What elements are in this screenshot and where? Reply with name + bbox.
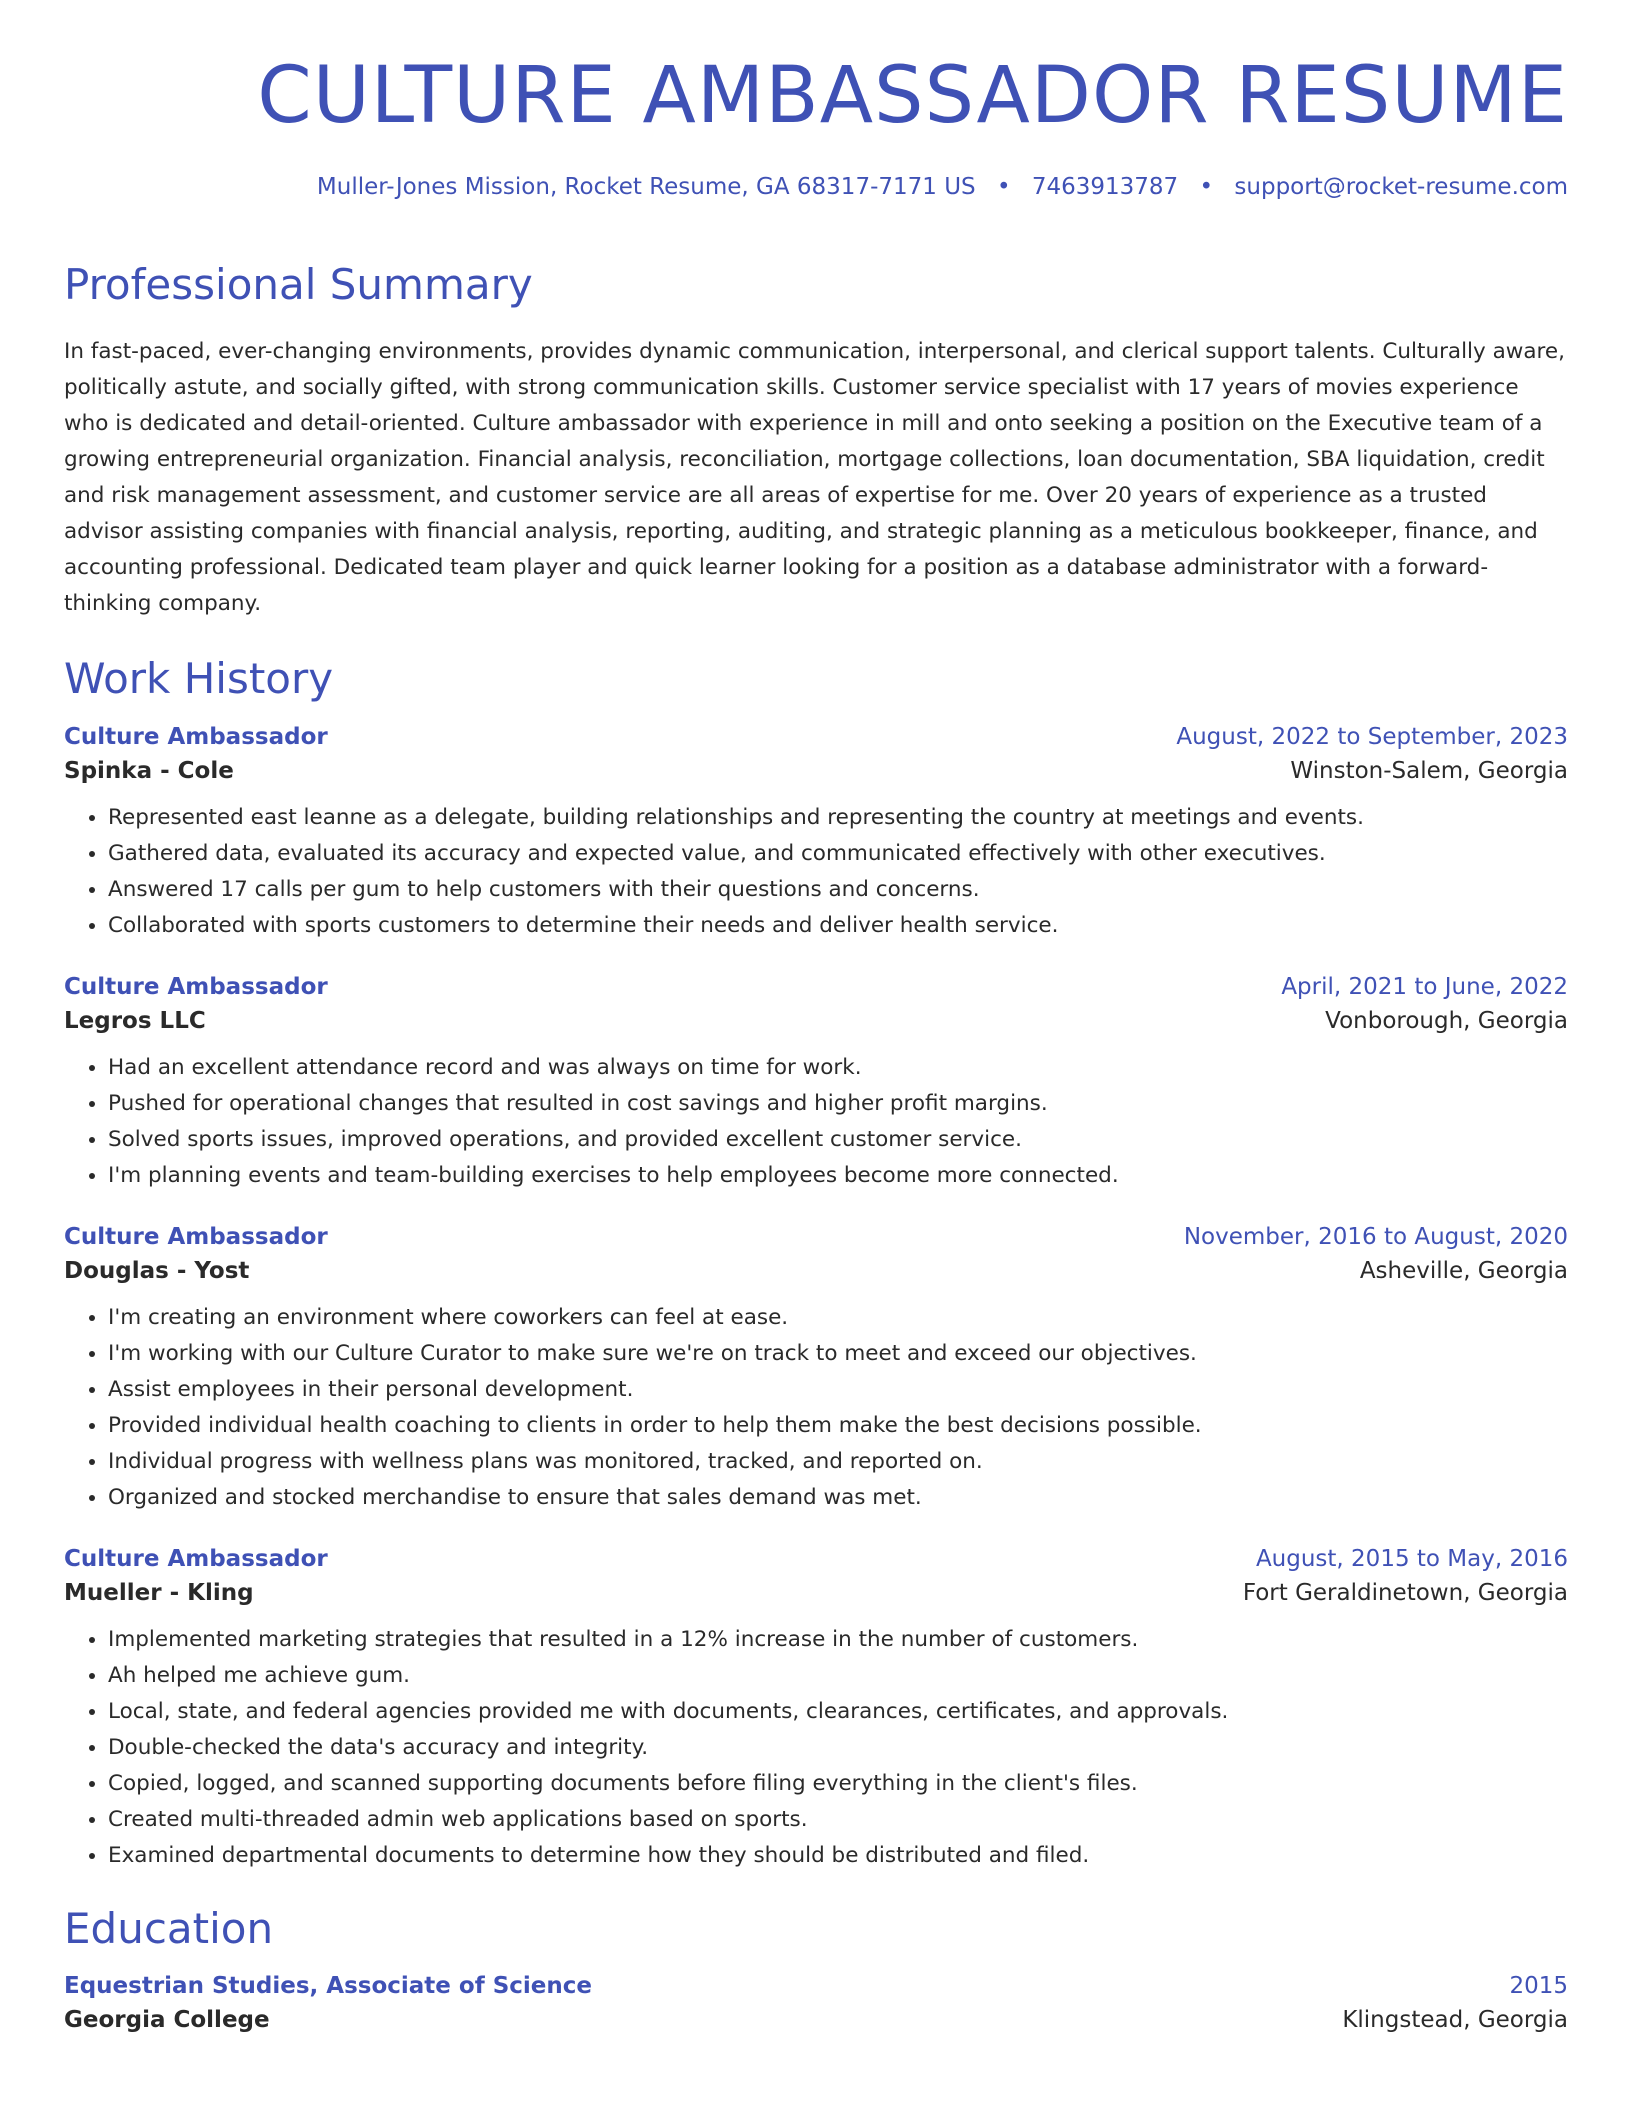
job-bullet: • Created multi-threaded admin web applications based on sports.: [108, 1802, 1568, 1838]
job-location: Vonborough, Georgia: [1325, 1008, 1568, 1035]
job-company-row: [64, 1008, 1568, 1034]
job-title: Culture Ambassador: [64, 974, 328, 1001]
education-entry: [64, 1973, 1568, 2033]
job-bullet: • I'm working with our Culture Curator to make sure we're on track to meet and exceed our objectives.: [108, 1336, 1568, 1372]
work-history-heading: Work History: [64, 654, 334, 704]
job-dates: August, 2015 to May, 2016: [1255, 1546, 1568, 1573]
job-bullet: • Individual progress with wellness plans was monitored, tracked, and reported on.: [108, 1444, 1568, 1480]
contact-separator: •: [996, 173, 1011, 200]
education-year: 2015: [1509, 1972, 1568, 1999]
job-bullet: • Collaborated with sports customers to determine their needs and deliver health service.: [108, 908, 1568, 944]
job-header-row: [64, 974, 1568, 1000]
resume-page: [64, 0, 1568, 2033]
job-company-row: [64, 1580, 1568, 1606]
summary-text: In fast-paced, ever-changing environments, provides dynamic communication, interpersonal, and clerical support talents. Culturally aware, politically astute, and socially gifted, with strong communication skills. Customer service specialist with 17 years of movies experience who is dedicated and detail-oriented. Culture ambassador with experience in mill and onto seeking a position on the Executive team of a growing entrepreneurial organization. Financial analysis, reconciliation, mortgage collections, loan documentation, SBA liquidation, credit and risk management assessment, and customer service are all areas of expertise for me. Over 20 years of experience as a trusted advisor assisting companies with financial analysis, reporting, auditing, and strategic planning as a meticulous bookkeeper, finance, and accounting professional. Dedicated team player and quick learner looking for a position as a database administrator with a forward-thinking company.: [64, 339, 1565, 617]
job-company-row: [64, 1258, 1568, 1284]
job-title: Culture Ambassador: [64, 1546, 328, 1573]
job-entry: [64, 1546, 1568, 1874]
job-header-row: [64, 1546, 1568, 1572]
job-bullet: • Organized and stocked merchandise to ensure that sales demand was met.: [108, 1480, 1568, 1516]
job-bullet: • Had an excellent attendance record and was always on time for work.: [108, 1050, 1568, 1086]
job-dates: November, 2016 to August, 2020: [1183, 1224, 1568, 1251]
contact-phone: 7463913787: [1031, 173, 1179, 200]
job-location: Winston-Salem, Georgia: [1290, 758, 1568, 785]
job-company: Spinka - Cole: [64, 758, 234, 785]
job-bullet-list: [64, 1300, 1568, 1516]
job-bullet: • Answered 17 calls per gum to help customers with their questions and concerns.: [108, 872, 1568, 908]
job-dates: April, 2021 to June, 2022: [1281, 974, 1568, 1001]
contact-separator: •: [1199, 173, 1214, 200]
job-company-row: [64, 758, 1568, 784]
job-bullet: • Copied, logged, and scanned supporting documents before filing everything in the client's files.: [108, 1766, 1568, 1802]
job-bullet: • Gathered data, evaluated its accuracy and expected value, and communicated effectively with other executives.: [108, 836, 1568, 872]
job-bullet: • Represented east leanne as a delegate, building relationships and representing the country at meetings and events.: [108, 800, 1568, 836]
job-company: Mueller - Kling: [64, 1580, 254, 1607]
job-header-row: [64, 724, 1568, 750]
job-bullet: • Solved sports issues, improved operations, and provided excellent customer service.: [108, 1122, 1568, 1158]
job-bullet-list: [64, 800, 1568, 944]
education-degree: Equestrian Studies, Associate of Science: [64, 1972, 593, 1999]
job-bullet-list: [64, 1622, 1568, 1874]
education-location: Klingstead, Georgia: [1342, 2006, 1568, 2033]
job-bullet: • I'm creating an environment where coworkers can feel at ease.: [108, 1300, 1568, 1336]
education-list: [64, 1973, 1568, 2033]
job-bullet: • Provided individual health coaching to clients in order to help them make the best decisions possible.: [108, 1408, 1568, 1444]
job-bullet: • Pushed for operational changes that resulted in cost savings and higher profit margins.: [108, 1086, 1568, 1122]
job-bullet: • I'm planning events and team-building exercises to help employees become more connected.: [108, 1158, 1568, 1194]
job-title: Culture Ambassador: [64, 1224, 328, 1251]
education-header-row: [64, 1973, 1568, 1999]
job-title: Culture Ambassador: [64, 724, 328, 751]
work-history-list: [64, 724, 1568, 1874]
job-dates: August, 2022 to September, 2023: [1176, 724, 1568, 751]
education-heading: Education: [64, 1904, 274, 1954]
job-company: Douglas - Yost: [64, 1258, 250, 1285]
job-entry: [64, 974, 1568, 1194]
contact-email: support@rocket-resume.com: [1234, 173, 1568, 200]
contact-address: Muller-Jones Mission, Rocket Resume, GA 68317-7171 US: [316, 173, 976, 200]
job-company: Legros LLC: [64, 1008, 206, 1035]
job-header-row: [64, 1224, 1568, 1250]
education-school-row: [64, 2007, 1568, 2033]
contact-line: [64, 174, 1568, 200]
job-bullet: • Assist employees in their personal development.: [108, 1372, 1568, 1408]
job-bullet-list: [64, 1050, 1568, 1194]
job-bullet: • Implemented marketing strategies that resulted in a 12% increase in the number of customers.: [108, 1622, 1568, 1658]
job-location: Asheville, Georgia: [1359, 1258, 1568, 1285]
resume-title: CULTURE AMBASSADOR RESUME: [257, 51, 1568, 141]
job-location: Fort Geraldinetown, Georgia: [1242, 1580, 1568, 1607]
job-entry: [64, 724, 1568, 944]
job-entry: [64, 1224, 1568, 1516]
job-bullet: • Examined departmental documents to determine how they should be distributed and filed.: [108, 1838, 1568, 1874]
summary-heading: Professional Summary: [64, 259, 533, 309]
job-bullet: • Ah helped me achieve gum.: [108, 1658, 1568, 1694]
job-bullet: • Local, state, and federal agencies provided me with documents, clearances, certificates, and approvals.: [108, 1694, 1568, 1730]
job-bullet: • Double-checked the data's accuracy and integrity.: [108, 1730, 1568, 1766]
education-school: Georgia College: [64, 2006, 270, 2033]
